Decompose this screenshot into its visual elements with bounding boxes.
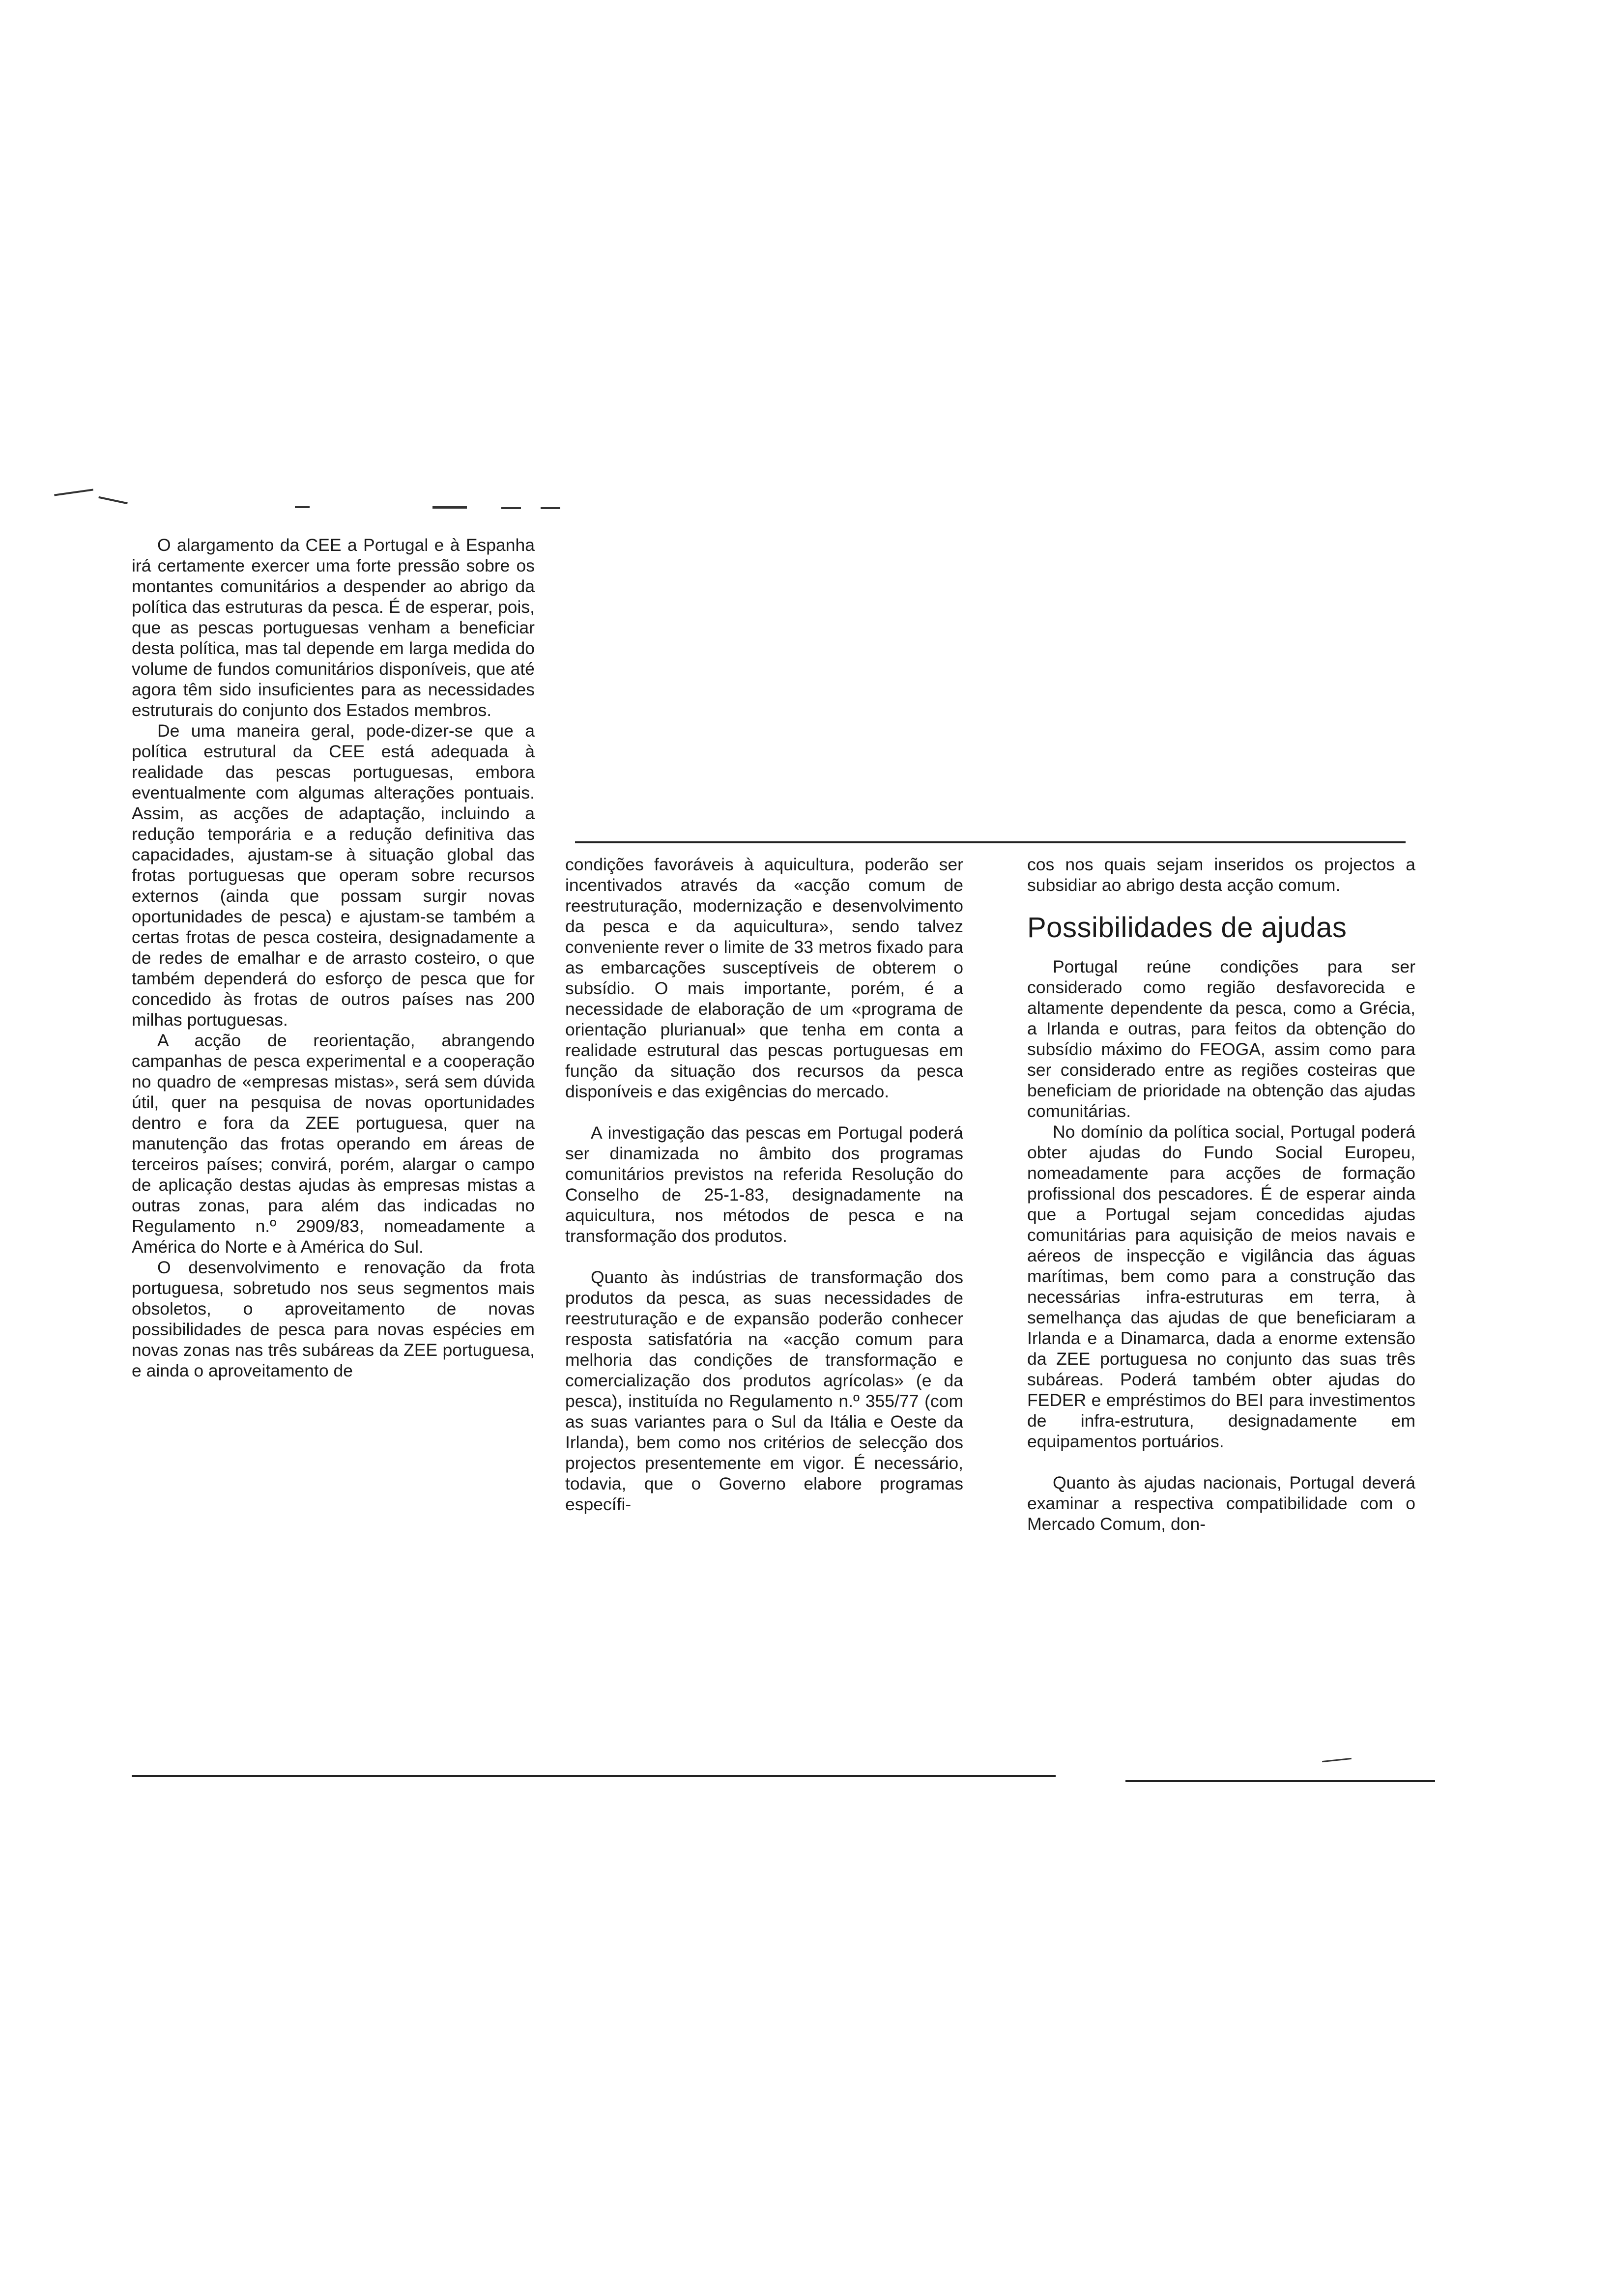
paragraph: No domínio da política social, Portugal poderá obter ajudas do Fundo Social Europeu, nomeadamente para acções de formação profissional dos pescadores. É de esperar ainda que a Portugal sejam concedidas ajudas comunitárias para aquisição de meios navais e aéreos de inspecção e vigilância das águas marítimas, bem como para a construção das necessárias infra-estruturas em terra, à semelhança das ajudas de que beneficiaram a Irlanda e a Dinamarca, dada a enorme extensão da ZEE portuguesa no conjunto das suas três subáreas. Poderá também obter ajudas do FEDER e empréstimos do BEI para investimentos de infra-estrutura, designadamente em equipamentos portuários. (1027, 1122, 1415, 1451)
paragraph: De uma maneira geral, pode-dizer-se que a política estrutural da CEE está adequada à realidade das pescas portuguesas, embora eventualmente com algumas alterações pontuais. Assim, as acções de adaptação, incluindo a redução temporária e a redução definitiva das capacidades, ajustam-se à situação global das frotas portuguesas que operam sobre recursos externos (ainda que possam surgir novas oportunidades de pesca) e ajustam-se também a certas frotas de pesca costeira, designadamente a de redes de emalhar e de arrasto costeiro, o que também dependerá do esforço de pesca que for concedido às frotas de outros países nas 200 milhas portuguesas. (132, 721, 535, 1030)
column-top-rule (575, 841, 1406, 843)
paragraph: Quanto às indústrias de transformação dos produtos da pesca, as suas necessidades de reestruturação e de expansão poderão conhecer resposta satisfatória na «acção comum para melhoria das condições de transformação e comercialização dos produtos agrícolas» (e da pesca), instituída no Regulamento n.º 355/77 (com as suas variantes para o Sul da Itália e Oeste da Irlanda), bem como nos critérios de selecção dos projectos presentemente em vigor. É necessário, todavia, que o Governo elabore programas específi- (565, 1267, 963, 1514)
bottom-rule-right (1125, 1780, 1435, 1782)
scan-mark (541, 507, 560, 509)
paragraph: condições favoráveis à aquicultura, poderão ser incentivados através da «acção comum de reestruturação, modernização e desenvolvimento da pesca e da aquicultura», sendo talvez conveniente rever o limite de 33 metros fixado para as embarcações susceptíveis de obterem o subsídio. O mais importante, porém, é a necessidade de elaboração de um «programa de orientação plurianual» que tenha em conta a realidade estrutural das pescas portuguesas em função da situação dos recursos da pesca disponíveis e das exigências do mercado. (565, 855, 963, 1101)
scan-mark (501, 507, 521, 509)
paragraph: cos nos quais sejam inseridos os projectos a subsidiar ao abrigo desta acção comum. (1027, 855, 1415, 895)
section-heading: Possibilidades de ajudas (1027, 912, 1347, 944)
scan-mark (98, 496, 128, 504)
scan-mark (54, 488, 93, 496)
article-column-2 (565, 854, 963, 1515)
scan-mark (295, 506, 310, 508)
paragraph: O alargamento da CEE a Portugal e à Espanha irá certamente exercer uma forte pressão sobre os montantes comunitários a despender ao abrigo da política das estruturas da pesca. É de esperar, pois, que as pescas portuguesas venham a beneficiar desta política, mas tal depende em larga medida do volume de fundos comunitários disponíveis, que até agora têm sido insuficientes para as necessidades estruturais do conjunto dos Estados membros. (132, 535, 535, 720)
paragraph: A investigação das pescas em Portugal poderá ser dinamizada no âmbito dos programas comunitários previstos na referida Resolução do Conselho de 25-1-83, designadamente na aquicultura, nos métodos de pesca e na transformação dos produtos. (565, 1123, 963, 1246)
paragraph: Quanto às ajudas nacionais, Portugal deverá examinar a respectiva compatibilidade com o Mercado Comum, don- (1027, 1473, 1415, 1534)
paragraph: O desenvolvimento e renovação da frota portuguesa, sobretudo nos seus segmentos mais obsoletos, o aproveitamento de novas possibilidades de pesca para novas espécies em novas zonas nas três subáreas da ZEE portuguesa, e ainda o aproveitamento de (132, 1258, 535, 1380)
scan-mark (1322, 1758, 1352, 1762)
article-column-1 (132, 535, 535, 1381)
scan-mark (432, 506, 467, 509)
bottom-rule-left (132, 1775, 1056, 1777)
article-column-3 (1027, 854, 1415, 1534)
paragraph: A acção de reorientação, abrangendo campanhas de pesca experimental e a cooperação no quadro de «empresas mistas», será sem dúvida útil, quer na pesquisa de novas oportunidades dentro e fora da ZEE portuguesa, quer na manutenção das frotas operando em áreas de terceiros países; convirá, porém, alargar o campo de aplicação destas ajudas às empresas mistas a outras zonas, para além das indicadas no Regulamento n.º 2909/83, nomeadamente a América do Norte e à América do Sul. (132, 1031, 535, 1257)
paragraph: Portugal reúne condições para ser considerado como região desfavorecida e altamente dependente da pesca, como a Grécia, a Irlanda e outras, para feitos da obtenção do subsídio máximo do FEOGA, assim como para ser considerado entre as regiões costeiras que beneficiam de prioridade na obtenção das ajudas comunitárias. (1027, 957, 1415, 1121)
